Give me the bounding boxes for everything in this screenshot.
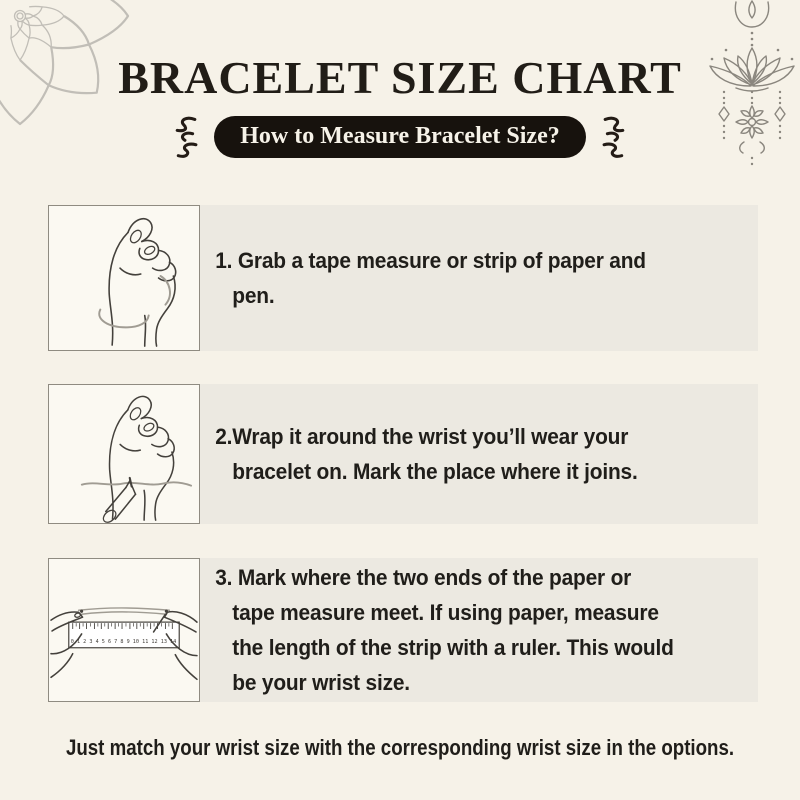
step-line: the length of the strip with a ruler. This would [232,635,674,660]
step-2-figure [48,384,200,524]
step-3-text [200,560,674,700]
step-1-text [200,243,646,313]
hand-with-tape-loop-illustration [49,206,199,350]
how-to-measure-badge: How to Measure Bracelet Size? [214,116,585,158]
step-row-3 [48,558,758,702]
step-line: be your wrist size. [232,670,410,695]
step-line: pen. [232,283,275,308]
step-line: 1. Grab a tape measure or strip of paper and [215,248,646,273]
step-line: tape measure meet. If using paper, measure [232,600,659,625]
step-row-1 [48,205,758,351]
footer-note: Just match your wrist size with the corresponding wrist size in the options. [65,735,735,760]
page-title: BRACELET SIZE CHART [118,52,682,103]
step-line: 3. Mark where the two ends of the paper or [215,565,632,590]
flourish-right-icon [599,115,629,159]
badge-row [0,115,800,158]
steps-list [0,205,800,702]
step-1-figure [48,205,200,351]
flourish-left-icon [171,115,201,159]
footer-row [0,734,800,762]
hand-with-pen-illustration [49,385,199,523]
ruler-numbers: 0 1 2 3 4 5 6 7 8 9 10 11 12 13 14 [70,638,177,645]
ruler-measuring-illustration [49,559,199,701]
step-line: bracelet on. Mark the place where it joins. [232,459,638,484]
step-3-figure [48,558,200,702]
step-line: 2.Wrap it around the wrist you’ll wear your [215,424,629,449]
step-2-text [200,419,638,489]
step-row-2 [48,384,758,524]
